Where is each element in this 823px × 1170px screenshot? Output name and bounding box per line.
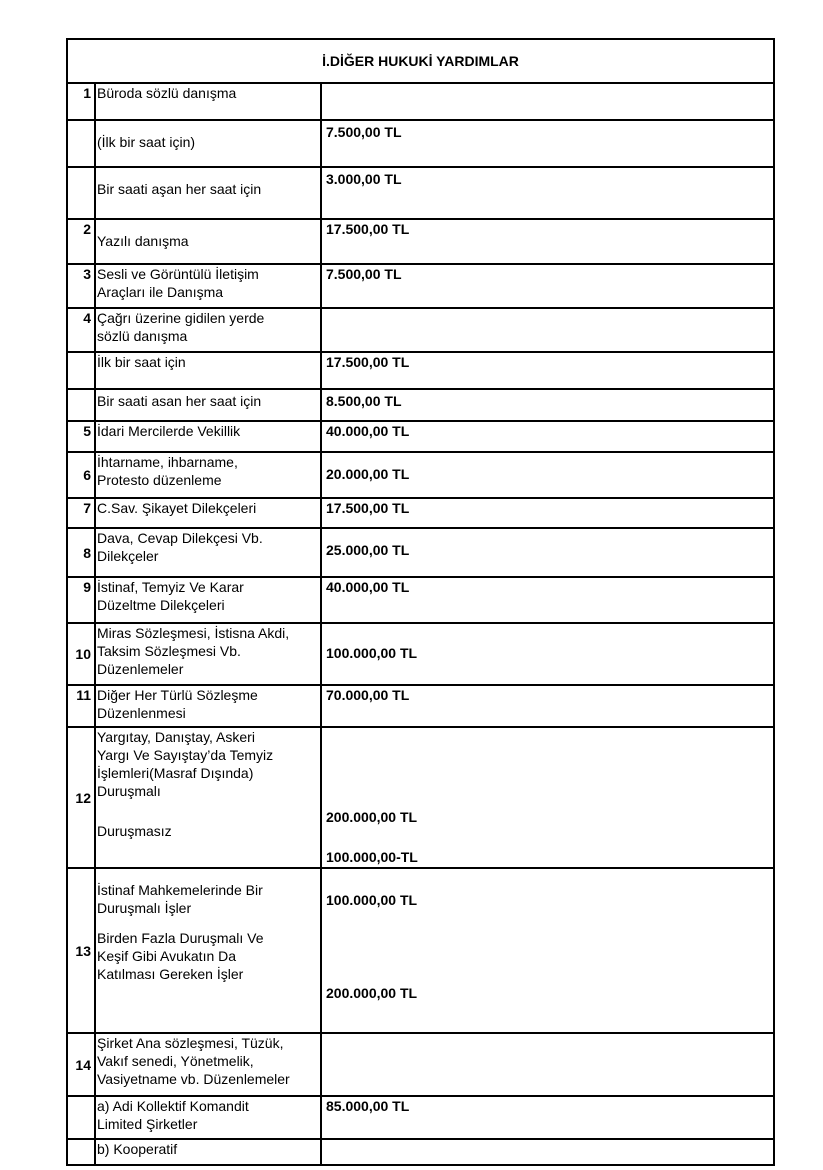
table-row <box>67 868 774 1033</box>
row-amount: 100.000,00 TL <box>321 623 774 685</box>
row-amount: 7.500,00 TL <box>321 264 774 308</box>
table-row <box>67 727 774 868</box>
row-amount: 200.000,00 TL 100.000,00-TL <box>321 727 774 868</box>
row-number: 1 <box>67 83 95 120</box>
row-amount: 3.000,00 TL <box>321 167 774 219</box>
row-amount: 17.500,00 TL <box>321 498 774 528</box>
table-row <box>67 264 774 308</box>
row-description: Bir saati asan her saat için <box>95 389 321 421</box>
row-number <box>67 120 95 167</box>
row-description: Yazılı danışma <box>95 219 321 264</box>
row-description: İdari Mercilerde Vekillik <box>95 421 321 452</box>
row-amount: 40.000,00 TL <box>321 577 774 623</box>
row-amount: 17.500,00 TL <box>321 352 774 389</box>
row-number: 6 <box>67 452 95 498</box>
row-number <box>67 167 95 219</box>
row-amount: 20.000,00 TL <box>321 452 774 498</box>
table-row <box>67 389 774 421</box>
row-description: b) Kooperatif <box>95 1139 321 1165</box>
row-number: 8 <box>67 528 95 577</box>
table-row <box>67 83 774 120</box>
row-amount: 100.000,00 TL 200.000,00 TL <box>321 868 774 1033</box>
row-amount: 8.500,00 TL <box>321 389 774 421</box>
row-number <box>67 389 95 421</box>
row-amount: 40.000,00 TL <box>321 421 774 452</box>
row-amount: 70.000,00 TL <box>321 685 774 727</box>
row-number: 12 <box>67 727 95 868</box>
row-amount <box>321 1139 774 1165</box>
table-row <box>67 352 774 389</box>
row-number <box>67 1096 95 1139</box>
table-row <box>67 421 774 452</box>
row-number <box>67 352 95 389</box>
row-number: 7 <box>67 498 95 528</box>
row-description: (İlk bir saat için) <box>95 120 321 167</box>
row-amount: 25.000,00 TL <box>321 528 774 577</box>
row-description: İstinaf Mahkemelerinde Bir Duruşmalı İşler Birden Fazla Duruşmalı Ve Keşif Gibi Avukatın Da Katılması Gereken İşler <box>95 868 321 1033</box>
row-description: Dava, Cevap Dilekçesi Vb. Dilekçeler <box>95 528 321 577</box>
row-amount: 7.500,00 TL <box>321 120 774 167</box>
table-row <box>67 1033 774 1096</box>
table-row <box>67 120 774 167</box>
table-row <box>67 685 774 727</box>
table-row <box>67 452 774 498</box>
table-row <box>67 498 774 528</box>
row-description: C.Sav. Şikayet Dilekçeleri <box>95 498 321 528</box>
table-row <box>67 219 774 264</box>
row-description: Miras Sözleşmesi, İstisna Akdi, Taksim Sözleşmesi Vb. Düzenlemeler <box>95 623 321 685</box>
fee-table <box>66 38 775 1166</box>
row-description: Diğer Her Türlü Sözleşme Düzenlenmesi <box>95 685 321 727</box>
table-row <box>67 577 774 623</box>
row-amount: 17.500,00 TL <box>321 219 774 264</box>
row-amount <box>321 1033 774 1096</box>
row-description: Bir saati aşan her saat için <box>95 167 321 219</box>
row-number: 9 <box>67 577 95 623</box>
row-number: 11 <box>67 685 95 727</box>
row-description: Büroda sözlü danışma <box>95 83 321 120</box>
row-amount <box>321 308 774 352</box>
row-number: 14 <box>67 1033 95 1096</box>
row-description: Çağrı üzerine gidilen yerde sözlü danışma <box>95 308 321 352</box>
table-title: İ.DİĞER HUKUKİ YARDIMLAR <box>67 39 774 83</box>
row-description: Yargıtay, Danıştay, Askeri Yargı Ve Sayıştay’da Temyiz İşlemleri(Masraf Dışında) Duruşmalı Duruşmasız <box>95 727 321 868</box>
table-row <box>67 167 774 219</box>
row-description: a) Adi Kollektif Komandit Limited Şirketler <box>95 1096 321 1139</box>
table-title-row <box>67 39 774 83</box>
row-description: İlk bir saat için <box>95 352 321 389</box>
table-row <box>67 1139 774 1165</box>
row-number: 2 <box>67 219 95 264</box>
row-number: 4 <box>67 308 95 352</box>
row-description: İhtarname, ihbarname, Protesto düzenleme <box>95 452 321 498</box>
table-row <box>67 1096 774 1139</box>
row-amount <box>321 83 774 120</box>
row-amount: 85.000,00 TL <box>321 1096 774 1139</box>
table-row <box>67 528 774 577</box>
row-description: İstinaf, Temyiz Ve Karar Düzeltme Dilekçeleri <box>95 577 321 623</box>
row-description: Sesli ve Görüntülü İletişim Araçları ile Danışma <box>95 264 321 308</box>
row-number: 13 <box>67 868 95 1033</box>
row-number: 3 <box>67 264 95 308</box>
row-number <box>67 1139 95 1165</box>
row-number: 5 <box>67 421 95 452</box>
table-row <box>67 623 774 685</box>
row-description: Şirket Ana sözleşmesi, Tüzük, Vakıf senedi, Yönetmelik, Vasiyetname vb. Düzenlemeler <box>95 1033 321 1096</box>
table-row <box>67 308 774 352</box>
row-number: 10 <box>67 623 95 685</box>
